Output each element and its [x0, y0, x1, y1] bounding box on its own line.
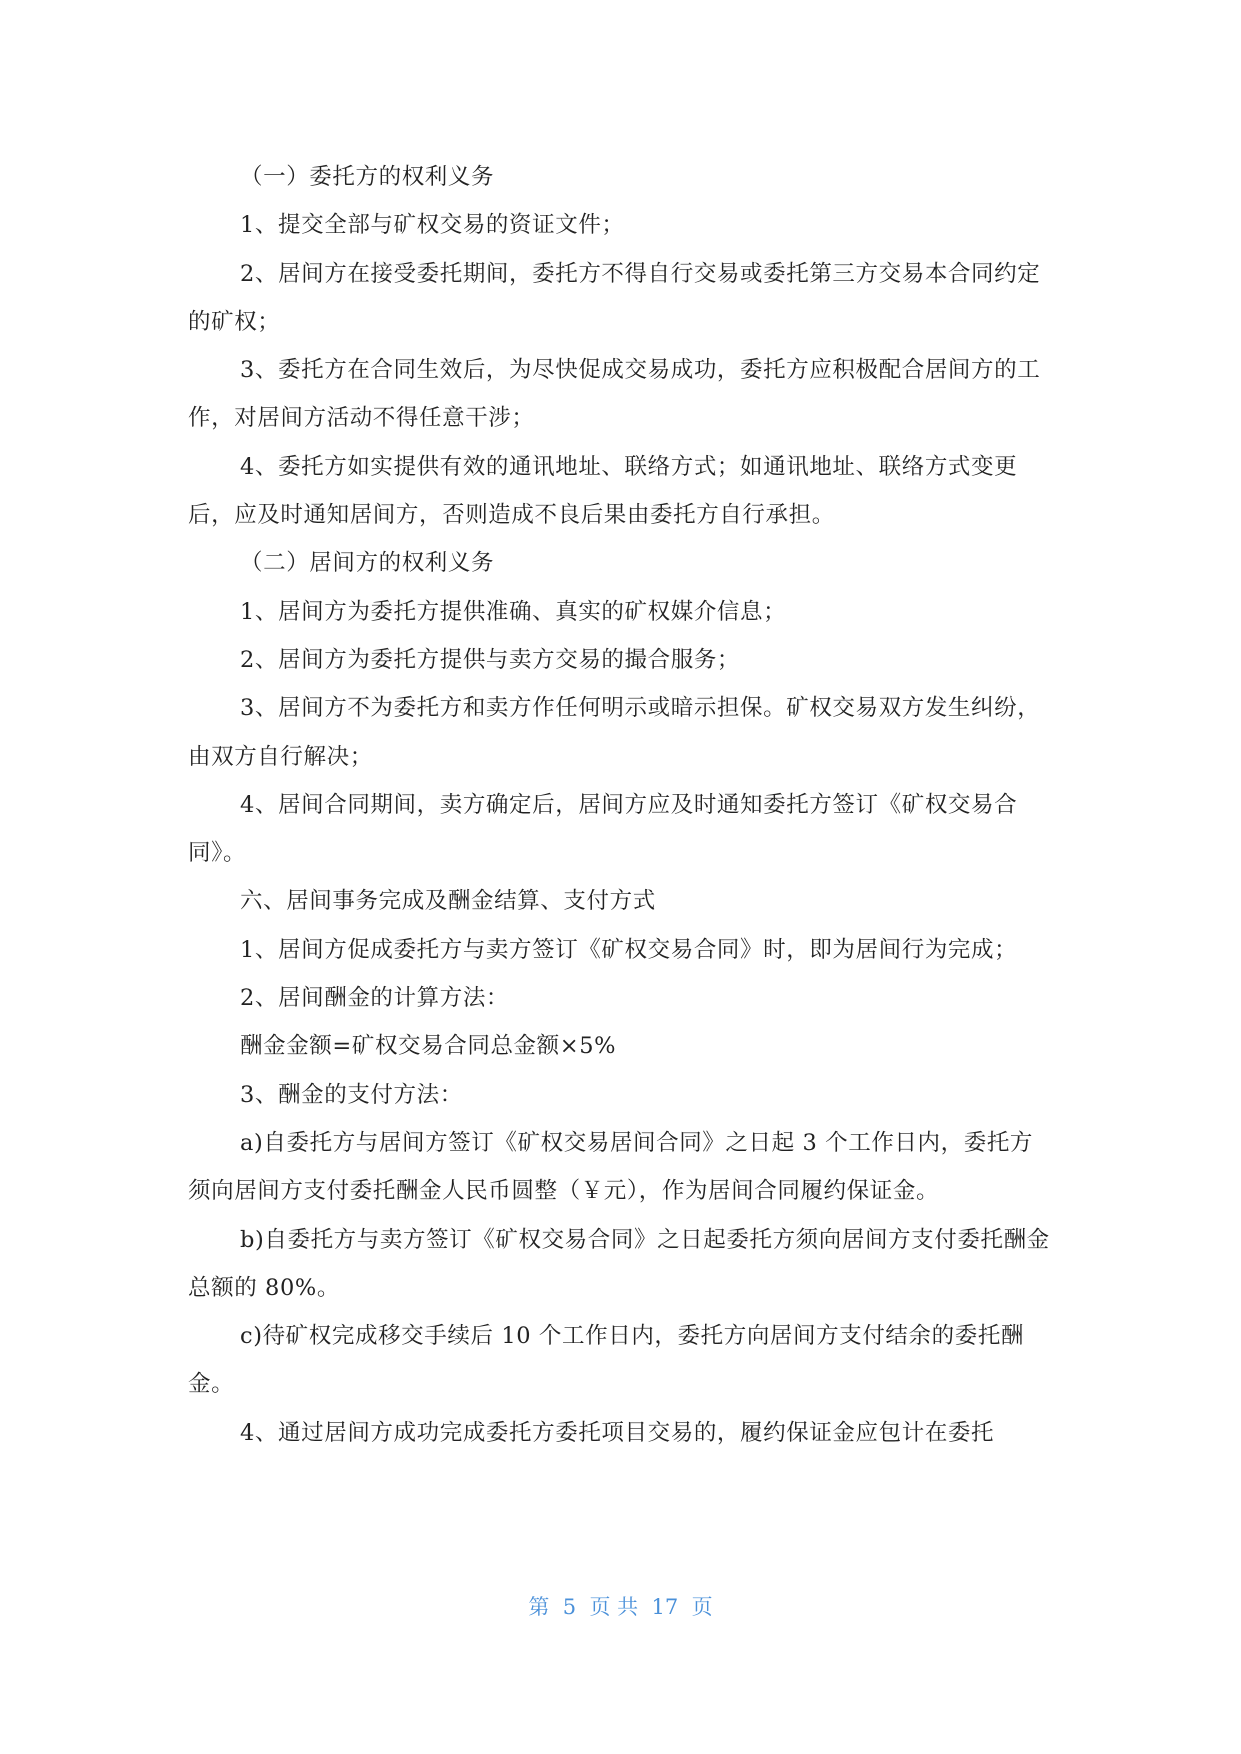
paragraph: 1、居间方为委托方提供准确、真实的矿权媒介信息；: [240, 598, 787, 625]
fee-formula: 酬金金额=矿权交易合同总金额×5%: [240, 1033, 617, 1060]
paragraph: 2、居间方在接受委托期间，委托方不得自行交易或委托第三方交易本合同约定的矿权；: [188, 260, 1041, 335]
page-number-footer: 第 5 页 共 17 页: [528, 1595, 713, 1619]
paragraph: 4、委托方如实提供有效的通讯地址、联络方式；如通讯地址、联络方式变更后，应及时通知居间方，否则造成不良后果由委托方自行承担。: [188, 453, 1018, 529]
paragraph: 3、居间方不为委托方和卖方作任何明示或暗示担保。矿权交易双方发生纠纷，由双方自行解决；: [188, 695, 1041, 770]
paragraph: 3、委托方在合同生效后，为尽快促成交易成功，委托方应积极配合居间方的工作，对居间方活动不得任意干涉；: [188, 357, 1041, 432]
paragraph: c)待矿权完成移交手续后 10 个工作日内，委托方向居间方支付结余的委托酬金。: [188, 1323, 1025, 1398]
paragraph: 1、提交全部与矿权交易的资证文件；: [240, 212, 625, 239]
section-heading-settlement: 六、居间事务完成及酬金结算、支付方式: [240, 888, 656, 915]
document-body: [188, 153, 1054, 1457]
paragraph: 1、居间方促成委托方与卖方签订《矿权交易合同》时，即为居间行为完成；: [240, 936, 1018, 963]
paragraph: a)自委托方与居间方签订《矿权交易居间合同》之日起 3 个工作日内，委托方须向居间方支付委托酬金人民币圆整（￥元），作为居间合同履约保证金。: [188, 1129, 1034, 1205]
paragraph: b)自委托方与卖方签订《矿权交易合同》之日起委托方须向居间方支付委托酬金总额的 80%。: [188, 1226, 1050, 1301]
paragraph: 2、居间酬金的计算方法：: [240, 985, 510, 1012]
paragraph: 3、酬金的支付方法：: [240, 1081, 463, 1108]
paragraph: 4、居间合同期间，卖方确定后，居间方应及时通知委托方签订《矿权交易合同》。: [188, 791, 1018, 867]
section-heading-broker-rights: （二）居间方的权利义务: [240, 550, 495, 577]
paragraph: 4、通过居间方成功完成委托方委托项目交易的，履约保证金应包计在委托: [240, 1419, 995, 1446]
paragraph: 2、居间方为委托方提供与卖方交易的撮合服务；: [240, 646, 741, 673]
section-heading-client-rights: （一）委托方的权利义务: [240, 164, 495, 190]
